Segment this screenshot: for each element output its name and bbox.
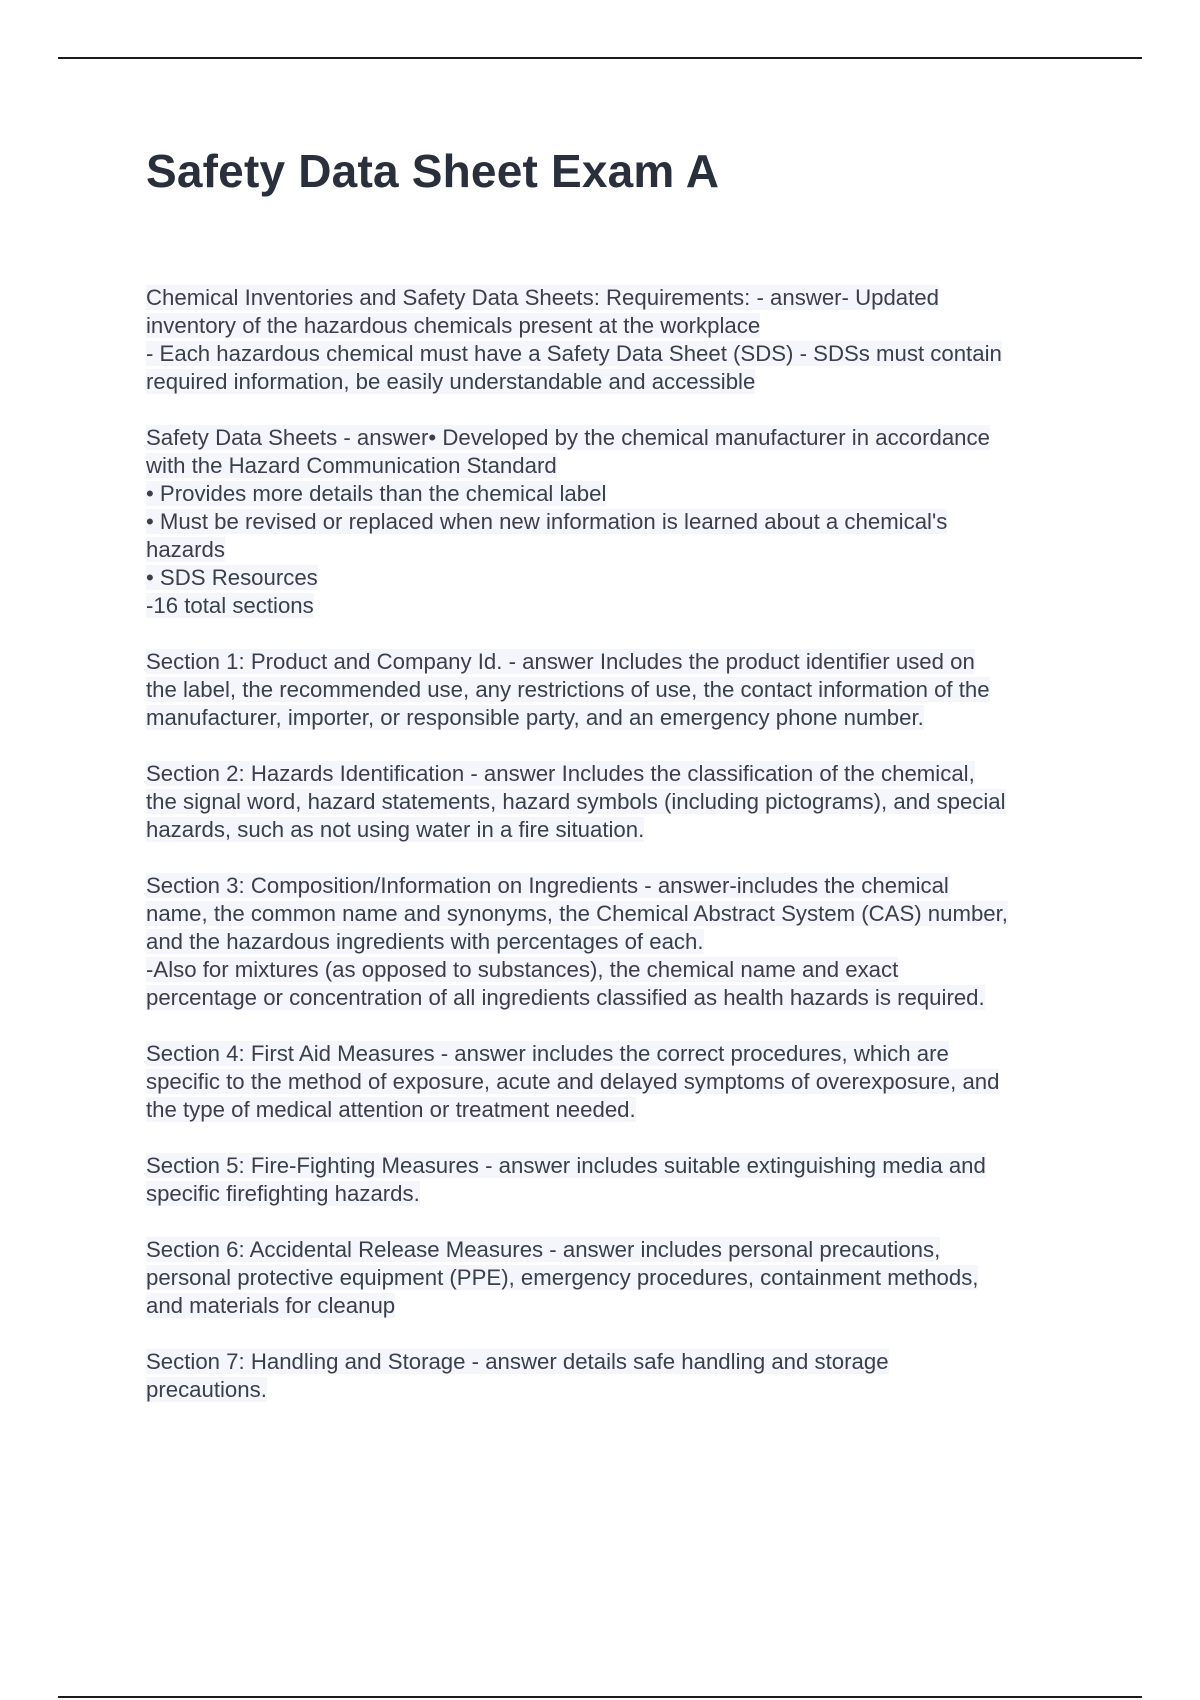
text-line	[146, 1180, 1096, 1208]
qa-entry	[146, 424, 1096, 620]
text-line	[146, 956, 1096, 984]
text-line-content: hazards	[146, 537, 225, 562]
text-line-content: name, the common name and synonyms, the Chemical Abstract System (CAS) number,	[146, 901, 1008, 926]
text-line-content: specific firefighting hazards.	[146, 1181, 420, 1206]
text-line	[146, 1152, 1096, 1180]
text-line-content: Section 1: Product and Company Id. - answer Includes the product identifier used on	[146, 649, 975, 674]
text-line-content: percentage or concentration of all ingredients classified as health hazards is required.	[146, 985, 985, 1010]
qa-entry	[146, 760, 1096, 844]
text-line-content: Section 5: Fire-Fighting Measures - answer includes suitable extinguishing media and	[146, 1153, 986, 1178]
text-line-content: personal protective equipment (PPE), emergency procedures, containment methods,	[146, 1265, 979, 1290]
qa-entry	[146, 1348, 1096, 1404]
text-line-content: Section 4: First Aid Measures - answer includes the correct procedures, which are	[146, 1041, 949, 1066]
text-line	[146, 368, 1096, 396]
text-line-content: Section 2: Hazards Identification - answer Includes the classification of the chemical,	[146, 761, 975, 786]
text-line-content: • SDS Resources	[146, 565, 318, 590]
text-line	[146, 788, 1096, 816]
text-line-content: Safety Data Sheets - answer• Developed by the chemical manufacturer in accordance	[146, 425, 990, 450]
text-line	[146, 900, 1096, 928]
text-line	[146, 1376, 1096, 1404]
text-line-content: • Provides more details than the chemical label	[146, 481, 607, 506]
qa-entry	[146, 872, 1096, 1012]
qa-entry	[146, 648, 1096, 732]
text-line	[146, 1068, 1096, 1096]
text-line	[146, 676, 1096, 704]
text-line	[146, 452, 1096, 480]
text-line	[146, 1236, 1096, 1264]
text-line-content: and materials for cleanup	[146, 1293, 396, 1318]
text-line	[146, 284, 1096, 312]
text-line	[146, 760, 1096, 788]
text-line-content: required information, be easily understandable and accessible	[146, 369, 756, 394]
text-line	[146, 340, 1096, 368]
top-divider	[58, 57, 1142, 59]
text-line	[146, 1264, 1096, 1292]
document-body	[146, 284, 1096, 1432]
text-line	[146, 1040, 1096, 1068]
text-line-content: - Each hazardous chemical must have a Safety Data Sheet (SDS) - SDSs must contain	[146, 341, 1002, 366]
text-line-content: Section 6: Accidental Release Measures - answer includes personal precautions,	[146, 1237, 941, 1262]
text-line	[146, 928, 1096, 956]
document-title: Safety Data Sheet Exam A	[146, 145, 720, 197]
text-line	[146, 984, 1096, 1012]
text-line-content: the label, the recommended use, any restrictions of use, the contact information of the	[146, 677, 990, 702]
text-line-content: -16 total sections	[146, 593, 314, 618]
text-line-content: manufacturer, importer, or responsible party, and an emergency phone number.	[146, 705, 924, 730]
text-line-content: Chemical Inventories and Safety Data Sheets: Requirements: - answer- Updated	[146, 285, 939, 310]
text-line	[146, 1348, 1096, 1376]
qa-entry	[146, 1152, 1096, 1208]
text-line-content: precautions.	[146, 1377, 267, 1402]
text-line	[146, 816, 1096, 844]
text-line	[146, 704, 1096, 732]
bottom-divider	[58, 1696, 1142, 1698]
text-line-content: hazards, such as not using water in a fire situation.	[146, 817, 645, 842]
text-line	[146, 508, 1096, 536]
text-line-content: with the Hazard Communication Standard	[146, 453, 557, 478]
text-line	[146, 536, 1096, 564]
text-line	[146, 648, 1096, 676]
text-line-content: and the hazardous ingredients with percentages of each.	[146, 929, 704, 954]
text-line	[146, 424, 1096, 452]
text-line-content: Section 7: Handling and Storage - answer details safe handling and storage	[146, 1349, 889, 1374]
text-line-content: the type of medical attention or treatment needed.	[146, 1097, 636, 1122]
text-line-content: -Also for mixtures (as opposed to substances), the chemical name and exact	[146, 957, 899, 982]
text-line-content: • Must be revised or replaced when new information is learned about a chemical's	[146, 509, 948, 534]
qa-entry	[146, 284, 1096, 396]
qa-entry	[146, 1236, 1096, 1320]
text-line	[146, 592, 1096, 620]
text-line-content: specific to the method of exposure, acute and delayed symptoms of overexposure, and	[146, 1069, 1000, 1094]
text-line	[146, 312, 1096, 340]
text-line	[146, 564, 1096, 592]
text-line-content: inventory of the hazardous chemicals present at the workplace	[146, 313, 761, 338]
text-line	[146, 480, 1096, 508]
text-line	[146, 1292, 1096, 1320]
text-line	[146, 872, 1096, 900]
qa-entry	[146, 1040, 1096, 1124]
text-line-content: Section 3: Composition/Information on Ingredients - answer-includes the chemical	[146, 873, 949, 898]
text-line	[146, 1096, 1096, 1124]
text-line-content: the signal word, hazard statements, hazard symbols (including pictograms), and special	[146, 789, 1006, 814]
